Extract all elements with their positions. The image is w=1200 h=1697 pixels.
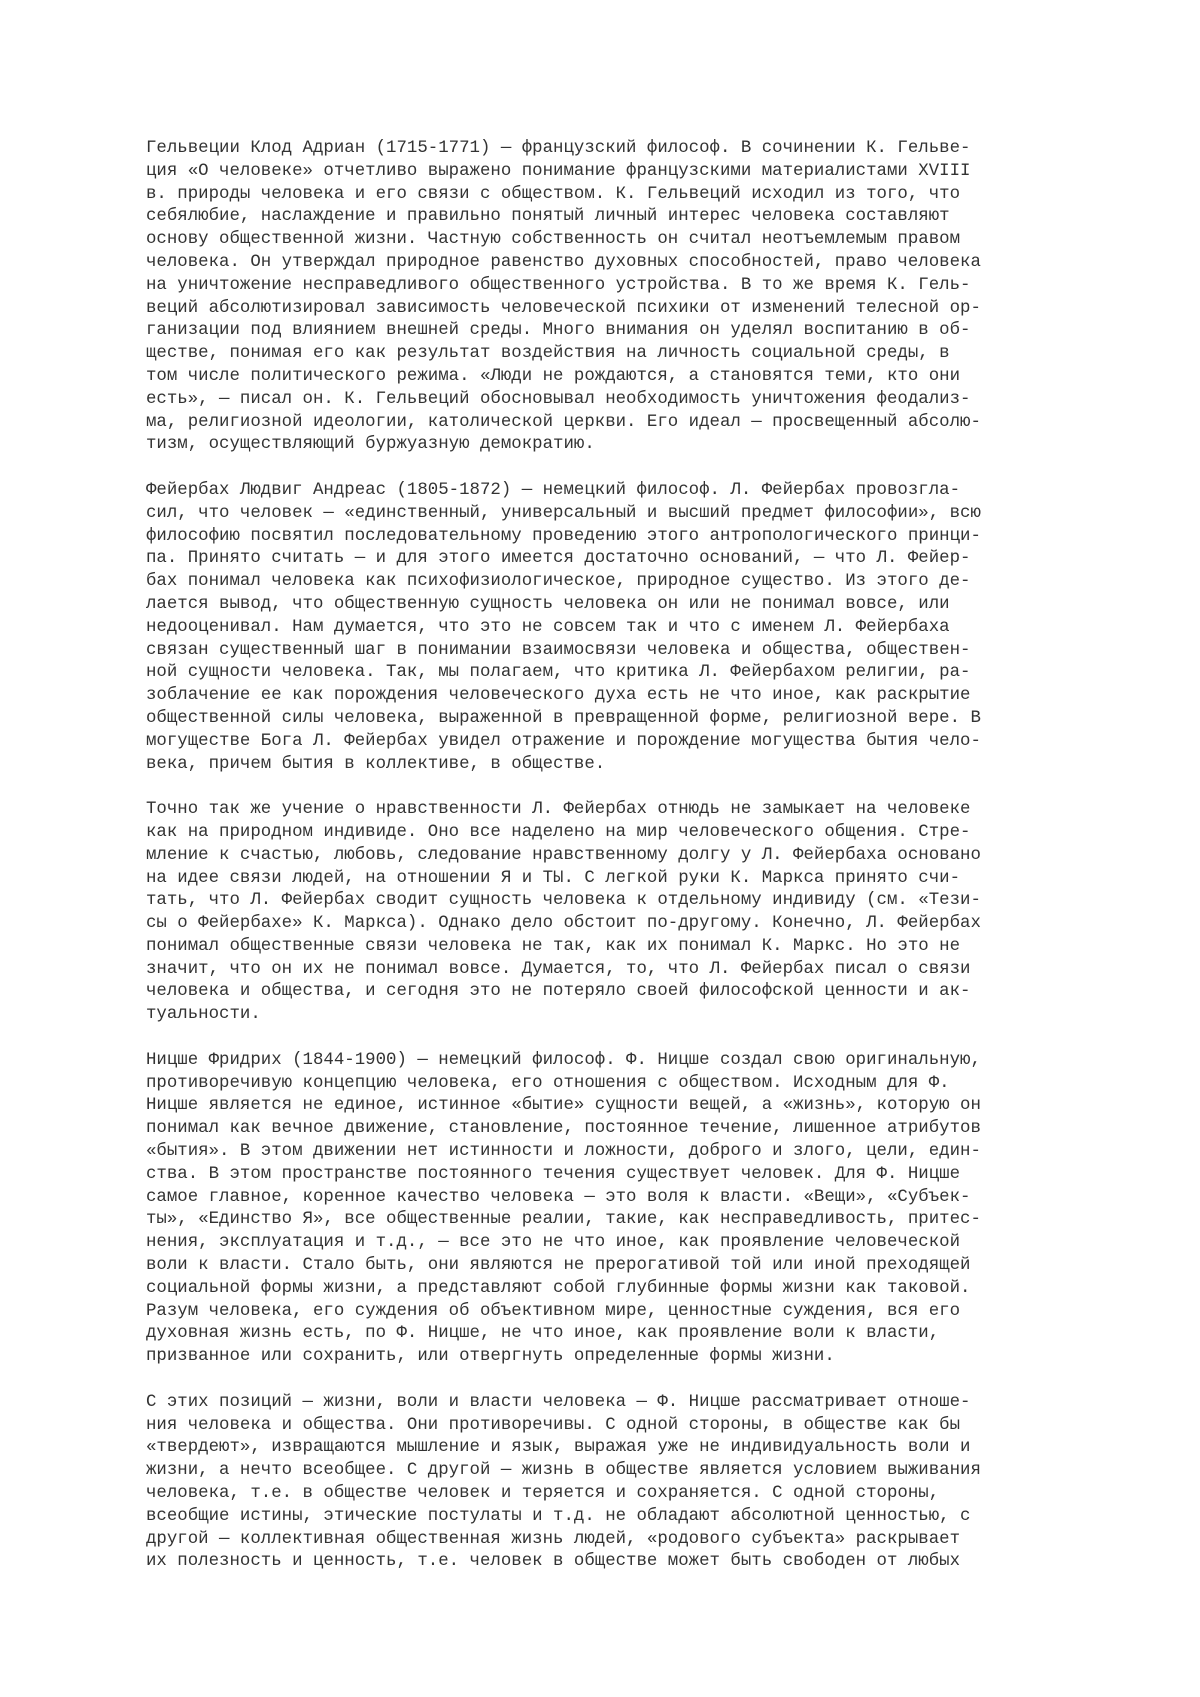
text-line: призванное или сохранить, или отвергнуть определенные формы жизни. [146,1347,835,1367]
text-line: их полезность и ценность, т.е. человек в обществе может быть свободен от любых [146,1552,961,1572]
text-line: Фейербах Людвиг Андреас (1805-1872) — немецкий философ. Л. Фейербах провозгла- [146,480,961,500]
text-line: С этих позиций — жизни, воли и власти человека — Ф. Ницше рассматривает отноше- [146,1392,971,1412]
text-line: бах понимал человека как психофизиологическое, природное существо. Из этого де- [146,572,971,592]
text-line: тизм, осуществляющий буржуазную демократию. [146,435,595,455]
text-line: ния человека и общества. Они противоречивы. С одной стороны, в обществе как бы [146,1415,961,1435]
text-line: основу общественной жизни. Частную собственность он считал неотъемлемым правом [146,230,961,250]
text-line: ма, религиозной идеологии, католической церкви. Его идеал — просвещенный абсолю- [146,412,981,432]
text-line: сы о Фейербахе» К. Маркса). Однако дело обстоит по-другому. Конечно, Л. Фейербах [146,914,981,934]
text-line: Ницше является не единое, истинное «бытие» сущности вещей, а «жизнь», которую он [146,1096,981,1116]
text-line: есть», — писал он. К. Гельвеций обосновывал необходимость уничтожения феодализ- [146,389,971,409]
text-line: ганизации под влиянием внешней среды. Много внимания он уделял воспитанию в об- [146,321,971,341]
text-line: воли к власти. Стало быть, они являются не прерогативой той или иной преходящей [146,1256,971,1276]
text-line: ства. В этом пространстве постоянного течения существует человек. Для Ф. Ницше [146,1164,961,1184]
text-line: общественной силы человека, выраженной в превращенной форме, религиозной вере. В [146,708,981,728]
text-line: человека и общества, и сегодня это не потеряло своей философской ценности и ак- [146,982,971,1002]
text-line: могуществе Бога Л. Фейербах увидел отражение и порождение могущества бытия чело- [146,731,981,751]
document-page [146,138,1106,1597]
text-line: жизни, а нечто всеобщее. С другой — жизнь в обществе является условием выживания [146,1461,981,1481]
text-line: понимал общественные связи человека не так, как их понимал К. Маркс. Но это не [146,936,961,956]
text-line: па. Принято считать — и для этого имеется достаточно оснований, — что Л. Фейер- [146,549,971,569]
text-line: понимал как вечное движение, становление, постоянное течение, лишенное атрибутов [146,1119,981,1139]
text-line: Точно так же учение о нравственности Л. Фейербах отнюдь не замыкает на человеке [146,800,971,820]
text-line: социальной формы жизни, а представляют собой глубинные формы жизни как таковой. [146,1278,971,1298]
text-line: в. природы человека и его связи с обществом. К. Гельвеций исходил из того, что [146,184,961,204]
text-line: ной сущности человека. Так, мы полагаем, что критика Л. Фейербахом религии, ра- [146,663,971,683]
text-line: зоблачение ее как порождения человеческого духа есть не что иное, как раскрытие [146,686,971,706]
text-line: тать, что Л. Фейербах сводит сущность человека к отдельному индивиду (см. «Тези- [146,891,981,911]
text-line: том числе политического режима. «Люди не рождаются, а становятся теми, кто они [146,366,961,386]
text-line: на идее связи людей, на отношении Я и ТЫ. С легкой руки К. Маркса принято счи- [146,868,961,888]
text-line: «бытия». В этом движении нет истинности и ложности, доброго и злого, цели, един- [146,1142,981,1162]
text-line: на уничтожение несправедливого общественного устройства. В то же время К. Гель- [146,275,971,295]
text-line: человека. Он утверждал природное равенство духовных способностей, право человека [146,252,981,272]
text-line: себялюбие, наслаждение и правильно понятый личный интерес человека составляют [146,207,950,227]
paragraph [146,480,1106,776]
text-line: лается вывод, что общественную сущность человека он или не понимал вовсе, или [146,594,950,614]
text-line: ция «О человеке» отчетливо выражено понимание французскими материалистами XVIII [146,161,971,181]
text-line: недооценивал. Нам думается, что это не совсем так и что с именем Л. Фейербаха [146,617,950,637]
text-line: самое главное, коренное качество человека — это воля к власти. «Вещи», «Субъек- [146,1187,971,1207]
text-line: человека, т.е. в обществе человек и теряется и сохраняется. С одной стороны, [146,1484,940,1504]
paragraph [146,1392,1106,1574]
text-line: нения, эксплуатация и т.д., — все это не что иное, как проявление человеческой [146,1233,961,1253]
paragraph [146,799,1106,1027]
text-line: Гельвеции Клод Адриан (1715-1771) — французский философ. В сочинении К. Гельве- [146,139,971,158]
text-line: другой — коллективная общественная жизнь людей, «родового субъекта» раскрывает [146,1529,961,1549]
text-line: мление к счастью, любовь, следование нравственному долгу у Л. Фейербаха основано [146,845,981,865]
text-line: туальности. [146,1005,261,1025]
text-line: «твердеют», извращаются мышление и язык, выражая уже не индивидуальность воли и [146,1438,971,1458]
text-line: Разум человека, его суждения об объективном мире, ценностные суждения, вся его [146,1301,961,1321]
text-line: ты», «Единство Я», все общественные реалии, такие, как несправедливость, притес- [146,1210,981,1230]
text-line: связан существенный шаг в понимании взаимосвязи человека и общества, обществен- [146,640,971,660]
text-line: как на природном индивиде. Оно все наделено на мир человеческого общения. Стре- [146,822,971,842]
text-line: противоречивую концепцию человека, его отношения с обществом. Исходным для Ф. [146,1073,950,1093]
text-line: всеобщие истины, этические постулаты и т.д. не обладают абсолютной ценностью, с [146,1506,971,1526]
text-line: ществе, понимая его как результат воздействия на личность социальной среды, в [146,344,950,364]
paragraph [146,1050,1106,1369]
text-line: философию посвятил последовательному проведению этого антропологического принци- [146,526,981,546]
paragraph [146,138,1106,457]
text-line: веций абсолютизировал зависимость человеческой психики от изменений телесной ор- [146,298,981,318]
text-line: духовная жизнь есть, по Ф. Ницше, не что иное, как проявление воли к власти, [146,1324,940,1344]
text-line: Ницше Фридрих (1844-1900) — немецкий философ. Ф. Ницше создал свою оригинальную, [146,1050,981,1070]
text-line: века, причем бытия в коллективе, в обществе. [146,754,606,774]
text-line: значит, что он их не понимал вовсе. Думается, то, что Л. Фейербах писал о связи [146,959,971,979]
text-line: сил, что человек — «единственный, универсальный и высший предмет философии», всю [146,503,981,523]
